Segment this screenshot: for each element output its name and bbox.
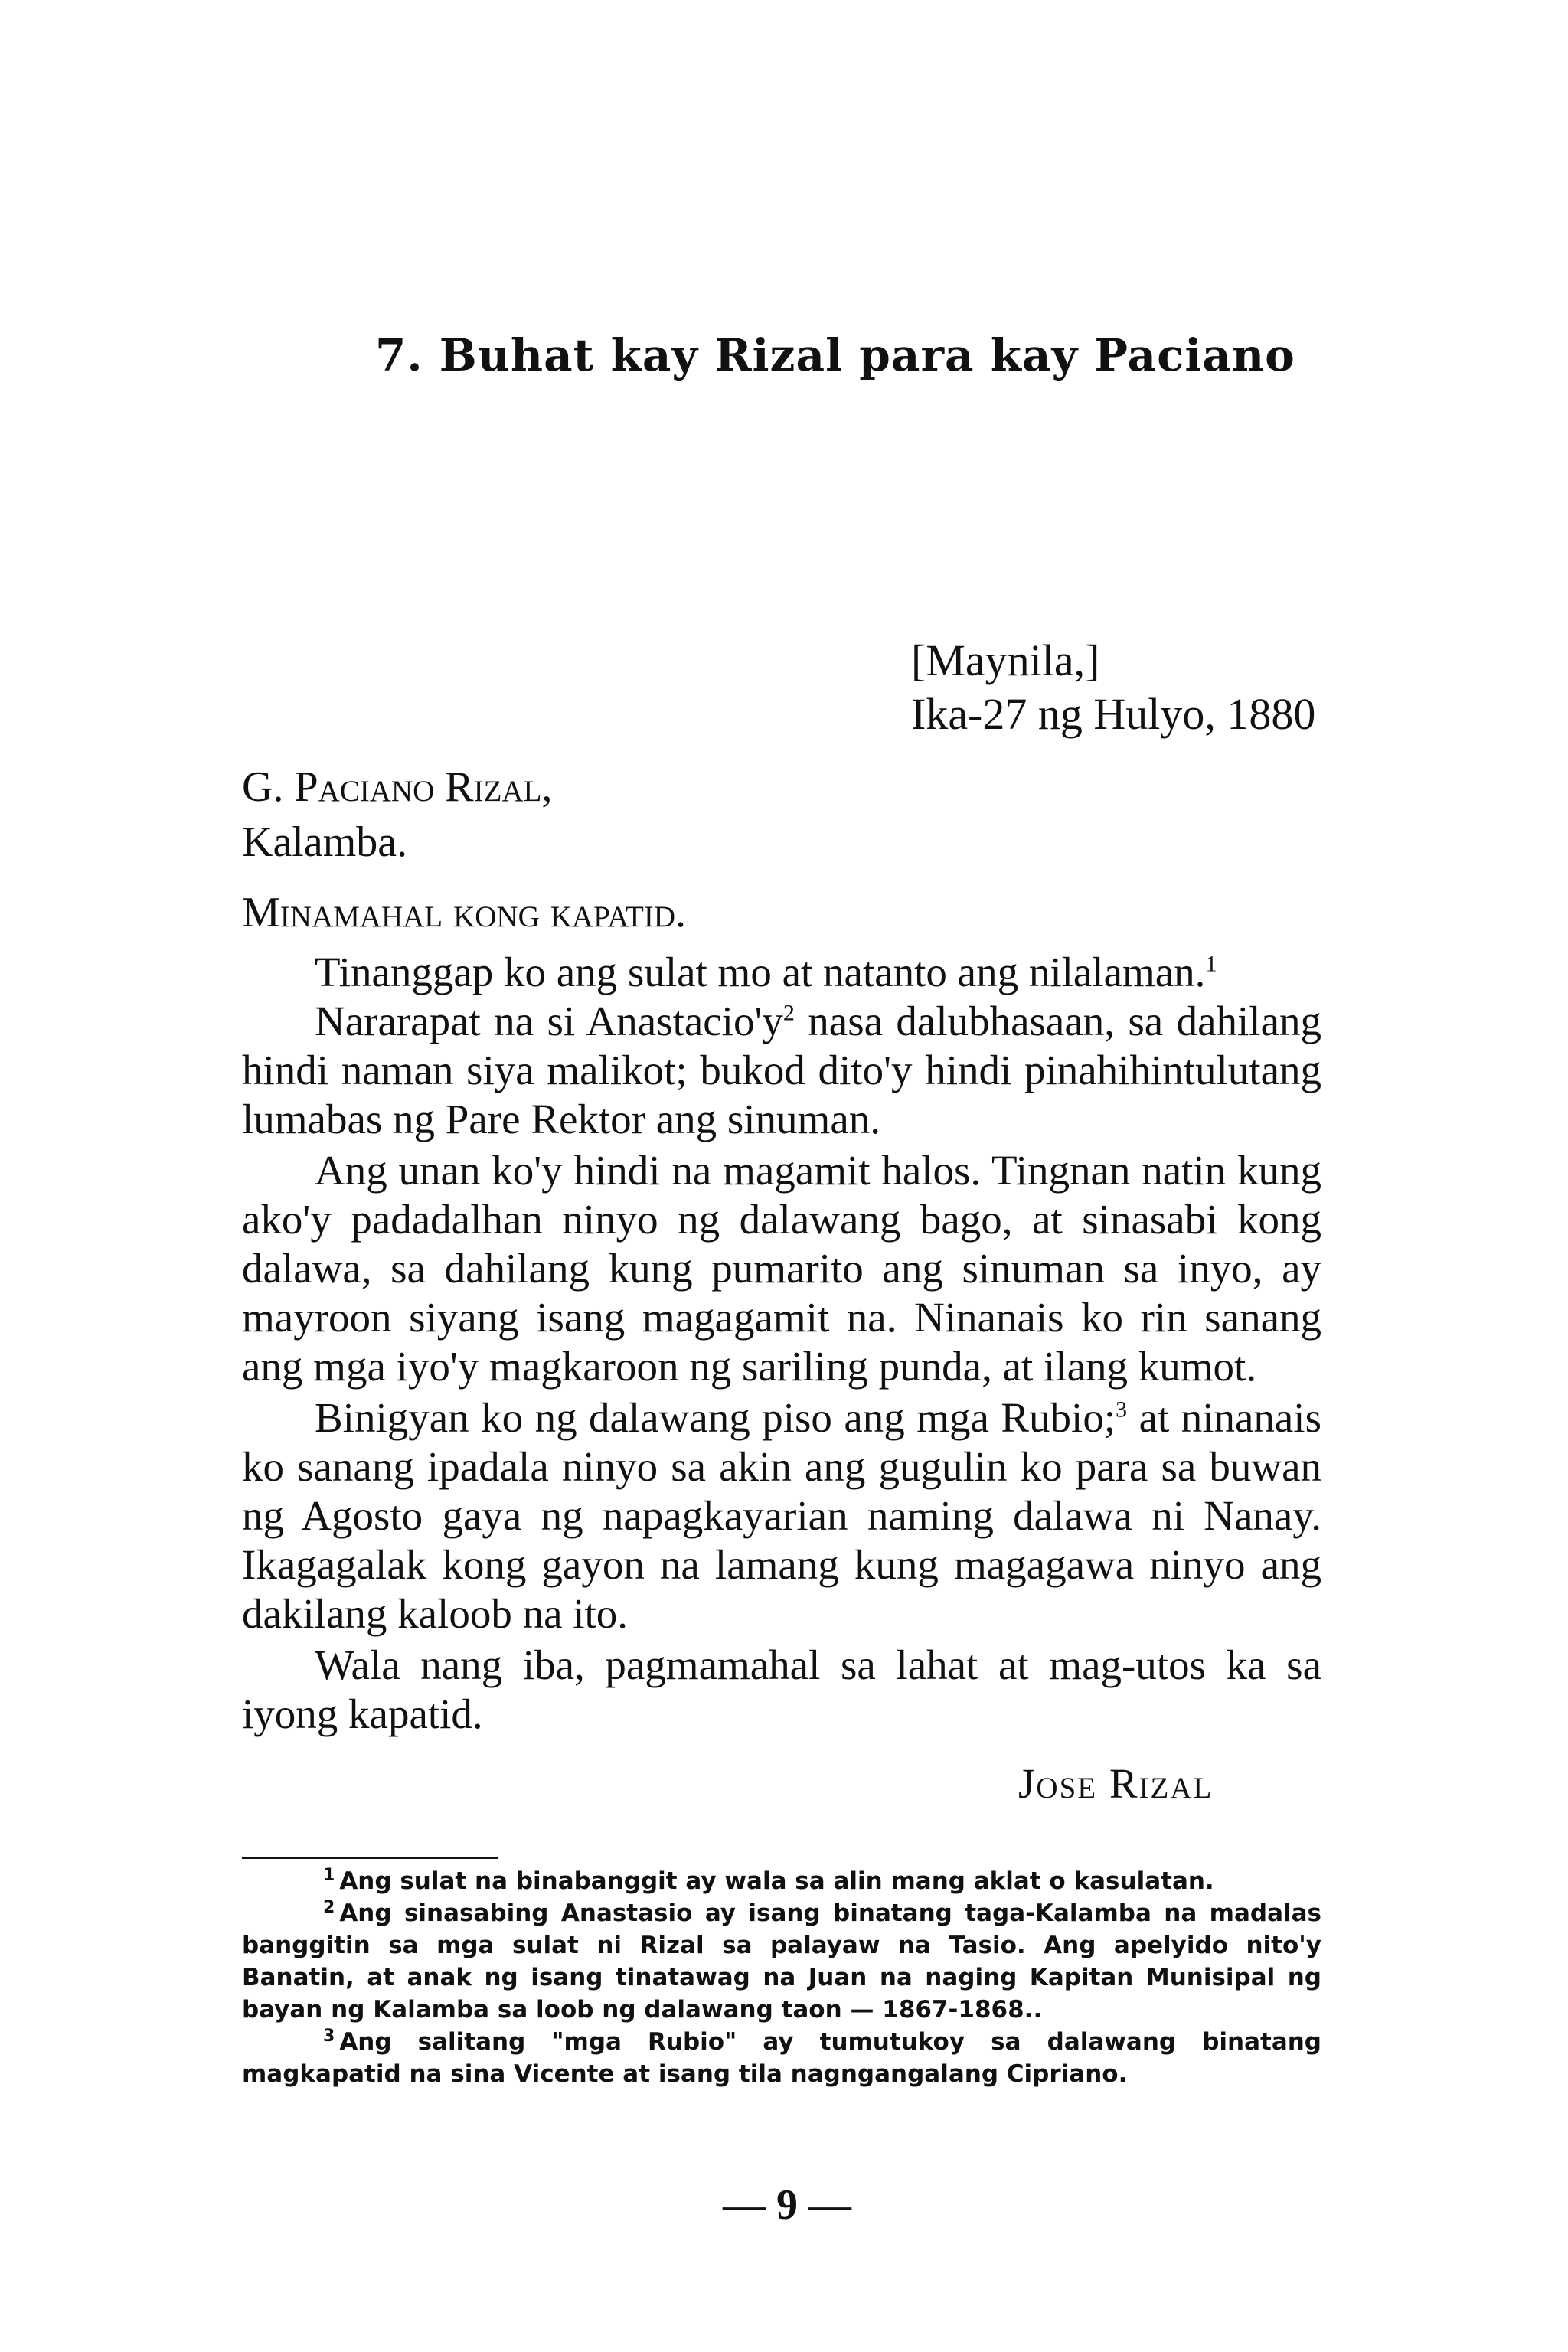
paragraph-2-text-b: nasa dalubhasaan, sa dahilang hindi naman siya malikot; bukod dito'y hindi pinahihintulutang lumabas ng Pare Rektor ang sinuman. [242,998,1321,1142]
paragraph-5: Wala nang iba, pagmamahal sa lahat at mag-utos ka sa iyong kapatid. [242,1642,1321,1737]
paragraph-4-text-b: at ninanais ko sanang ipadala ninyo sa akin ang gugulin ko para sa buwan ng Agosto gaya ng napagkayarian naming dalawa ni Nanay. Ikagagalak kong gayon na lamang kung magagawa ninyo ang dakilang kaloob na ito. [242,1394,1321,1637]
salutation: Minamahal kong kapatid. [242,889,687,936]
signature: Jose Rizal [1018,1760,1214,1807]
addressee [242,760,552,870]
footnote-ref-1: 1 [1205,951,1217,977]
dateline-date: Ika-27 ng Hulyo, 1880 [911,689,1316,739]
footnote-1-number: 1 [323,1865,335,1885]
footnote-ref-2: 2 [782,1000,795,1026]
paragraph-2 [242,997,1321,1144]
chapter-title: 7. Buhat kay Rizal para kay Paciano [375,329,1295,381]
footnote-divider [242,1857,498,1859]
paragraph-1-text: Tinanggap ko ang sulat mo at natanto ang nilalaman. [315,949,1206,995]
paragraph-2-text-a: Nararapat na si Anastacio'y [315,998,783,1044]
footnote-2-number: 2 [323,1897,335,1917]
dateline [911,634,1315,741]
footnote-1-text: Ang sulat na binabanggit ay wala sa alin mang aklat o kasulatan. [339,1867,1214,1895]
footnotes [242,1865,1321,2090]
paragraph-3: Ang unan ko'y hindi na magamit halos. Tingnan natin kung ako'y padadalhan ninyo ng dalawang bago, at sinasabi kong dalawa, sa dahilang kung pumarito ang sinuman sa inyo, ay mayroon siyang isang magagamit na. Ninanais ko rin sanang ang mga iyo'y magkaroon ng sariling punda, at ilang kumot. [242,1147,1321,1390]
paragraph-1 [242,948,1321,997]
footnote-2 [242,1897,1321,2026]
paragraph-4 [242,1393,1321,1638]
letter-body [242,948,1321,1741]
footnote-ref-3: 3 [1116,1396,1128,1423]
addressee-name: G. Paciano Rizal, [242,763,553,811]
addressee-town: Kalamba. [242,818,408,866]
footnote-3-text: Ang salitang "mga Rubio" ay tumutukoy sa dalawang binatang magkapatid na sina Vicente at isang tila nagngangalang Cipriano. [242,2028,1321,2088]
footnote-3-number: 3 [323,2026,335,2046]
paragraph-4-text-a: Binigyan ko ng dalawang piso ang mga Rubio; [315,1394,1116,1441]
page-number: — 9 — [723,2181,851,2229]
footnote-1 [242,1865,1321,1897]
dateline-place: [Maynila,] [911,635,1100,685]
footnote-2-text: Ang sinasabing Anastasio ay isang binatang taga-Kalamba na madalas banggitin sa mga sulat ni Rizal sa palayaw na Tasio. Ang apelyido nito'y Banatin, at anak ng isang tinatawag na Juan na naging Kapitan Munisipal ng bayan ng Kalamba sa loob ng dalawang taon — 1867-1868.. [242,1900,1321,2024]
footnote-3 [242,2026,1321,2090]
